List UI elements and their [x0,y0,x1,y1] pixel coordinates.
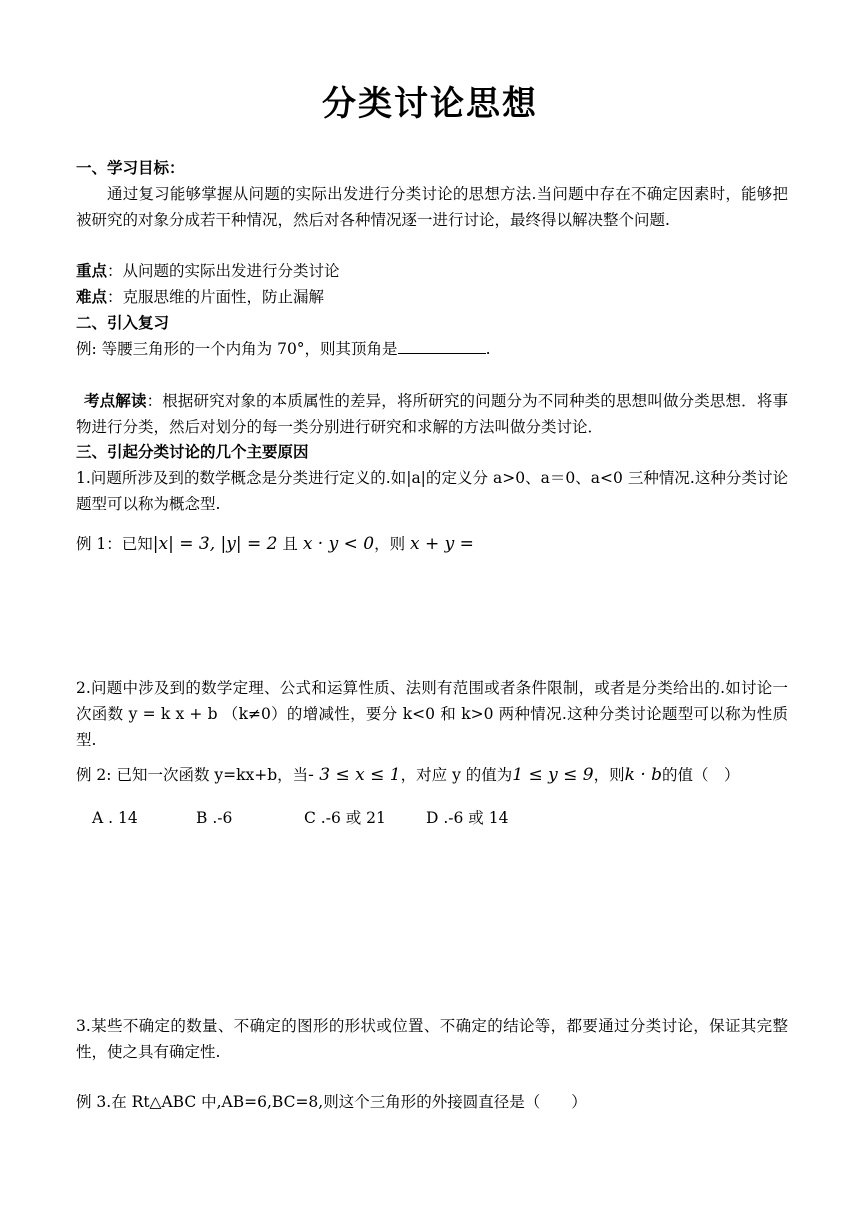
example-2-math-y-range: 1 ≤ y ≤ 9 [512,765,594,785]
section-heading-goals: 一、学习目标： [76,159,185,177]
example-3: 例 3.在 Rt△ABC 中,AB=6,BC=8,则这个三角形的外接圆直径是（ ） [76,1093,587,1111]
example-2-mid: ，对应 y 的值为 [400,766,513,784]
key-point-label: 重点 [76,262,108,280]
example-1-math-sum: x + y = [410,534,474,554]
example-1-math-abs: |x| = 3, |y| = 2 [152,534,278,554]
example-2-prefix: 例 2: 已知一次函数 y=kx+b，当 [76,766,309,784]
cause-1-paragraph: 1.问题所涉及到的数学概念是分类进行定义的.如|a|的定义分 a>0、a＝0、a<0 三种情况.这种分类讨论题型可以称为概念型. [76,469,788,513]
review-example-text: 例: 等腰三角形的一个内角为 70°，则其顶角是 [76,340,398,358]
key-point-line [76,259,340,283]
cause-3-paragraph: 3.某些不确定的数量、不确定的图形的形状或位置、不确定的结论等，都要通过分类讨论，保证其完整性，使之具有确定性. [76,1017,788,1061]
example-1-mid: 且 [277,535,303,553]
choice-a: A . 14 [92,809,138,827]
choice-d: D .-6 或 14 [426,809,509,827]
example-2-choices [92,806,508,830]
section-heading-review: 二、引入复习 [76,314,170,332]
example-1-prefix: 例 1：已知 [76,535,153,553]
example-2-math-kb: k · b [624,765,663,785]
page-title: 分类讨论思想 [322,84,538,124]
review-example-end: . [485,340,491,358]
difficulty-text: ：克服思维的片面性，防止漏解 [107,288,325,306]
example-2-end: 的值（ ） [662,766,740,784]
example-1-math-product: x · y < 0 [302,534,375,554]
review-example [76,337,491,361]
difficulty-label: 难点 [76,288,108,306]
goals-paragraph: 通过复习能够掌握从问题的实际出发进行分类讨论的思想方法.当问题中存在不确定因素时，能够把被研究的对象分成若干种情况，然后对各种情况逐一进行讨论，最终得以解决整个问题. [76,185,788,229]
kaodian-text: ：根据研究对象的本质属性的差异，将所研究的问题分为不同种类的思想叫做分类思想．将事物进行分类，然后对划分的每一类分别进行研究和求解的方法叫做分类讨论． [76,392,788,436]
answer-blank [398,339,486,354]
example-2-math-x-range: - 3 ≤ x ≤ 1 [308,765,401,785]
kaodian-paragraph [76,388,788,440]
example-2-mid2: ，则 [593,766,625,784]
kaodian-label: 考点解读 [84,392,147,410]
difficulty-line [76,285,324,309]
example-1-mid2: ，则 [374,535,411,553]
example-1 [76,532,474,556]
choice-b: B .-6 [196,809,233,827]
section-heading-causes: 三、引起分类讨论的几个主要原因 [76,443,309,461]
choice-c: C .-6 或 21 [304,809,386,827]
cause-2-paragraph: 2.问题中涉及到的数学定理、公式和运算性质、法则有范围或者条件限制，或者是分类给出的.如讨论一次函数 y = k x + b （k≠0）的增减性，要分 k<0 和 k>0 两种情况.这种分类讨论题型可以称为性质型. [76,679,788,749]
example-2 [76,763,740,787]
key-point-text: ：从问题的实际出发进行分类讨论 [107,262,340,280]
